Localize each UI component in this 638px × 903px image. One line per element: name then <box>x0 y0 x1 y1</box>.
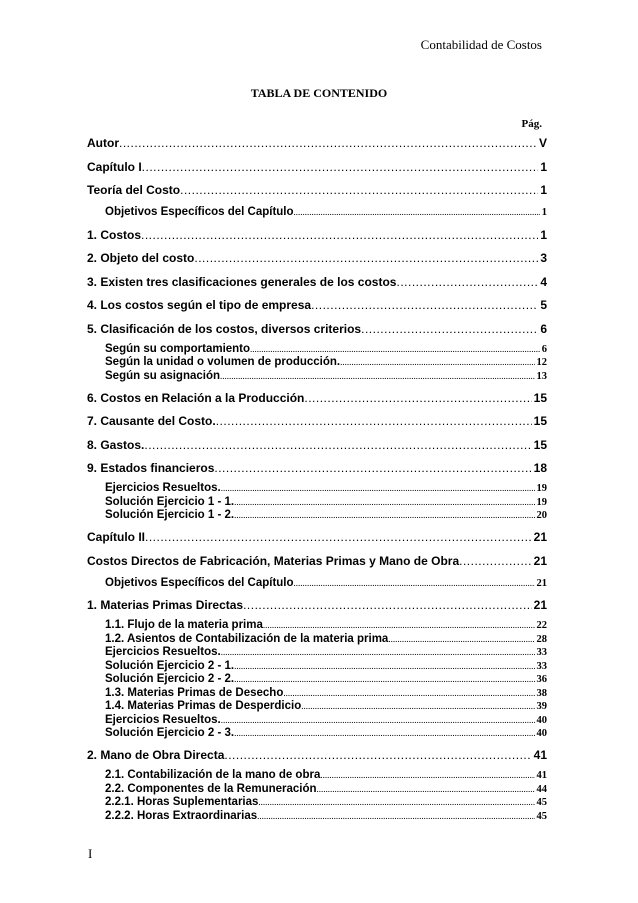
dot-leader <box>258 796 534 810</box>
toc-entry[interactable] <box>87 482 547 496</box>
dot-leader <box>396 274 538 291</box>
toc-entry[interactable] <box>87 727 547 741</box>
toc-entry-page: 33 <box>536 647 547 658</box>
dot-leader <box>294 576 535 591</box>
toc-entry[interactable] <box>87 509 547 523</box>
dot-leader <box>459 553 532 570</box>
toc-entry[interactable] <box>87 205 547 220</box>
toc-entry-page: 1 <box>540 159 547 174</box>
toc-entry[interactable] <box>87 673 547 687</box>
toc-entry-page: 6 <box>540 321 547 336</box>
dot-leader <box>257 810 534 824</box>
toc-entry-title: Costos Directos de Fabricación, Materias Primas y Mano de Obra <box>87 553 460 568</box>
toc-entry-title: Objetivos Específicos del Capítulo <box>105 206 294 218</box>
dot-leader <box>145 529 532 546</box>
toc-entry-page: 36 <box>536 674 547 685</box>
toc-entry-page: 19 <box>536 483 547 494</box>
toc-entry-page: 39 <box>536 701 547 712</box>
toc-entry[interactable] <box>87 646 547 660</box>
toc-entry-page: 41 <box>533 748 547 762</box>
toc-entry-title: 4. Los costos según el tipo de empresa <box>87 298 312 312</box>
toc-entry-page: 33 <box>536 660 547 672</box>
toc-entry-title: 2.1. Contabilización de la mano de obra <box>105 769 321 781</box>
toc-entry-title: Según su asignación <box>105 369 221 382</box>
dot-leader <box>311 297 538 314</box>
dot-leader <box>214 460 531 477</box>
dot-leader <box>194 250 538 267</box>
toc-entry[interactable] <box>87 529 547 546</box>
toc-entry-page: 40 <box>536 728 547 739</box>
dot-leader <box>388 633 534 647</box>
dot-leader <box>224 747 531 764</box>
toc-entry-page: 44 <box>536 783 547 795</box>
toc-entry-title: Solución Ejercicio 2 - 2. <box>105 673 235 685</box>
dot-leader <box>144 437 531 454</box>
toc-entry-page: 3 <box>540 251 547 265</box>
toc-entry-page: 20 <box>536 510 547 521</box>
toc-entry-title: Objetivos Específicos del Capítulo <box>105 576 294 589</box>
dot-leader <box>320 769 534 783</box>
dot-leader <box>263 619 535 633</box>
toc-entry-page: 21 <box>536 577 547 589</box>
toc-entry-page: 1 <box>540 183 547 197</box>
toc-entry-page: 15 <box>533 390 547 405</box>
toc-entry-page: 19 <box>536 496 547 508</box>
toc-entry-page: 18 <box>533 461 547 475</box>
toc-entry[interactable] <box>87 810 547 824</box>
toc-entry-title: Ejercicios Resueltos. <box>105 646 221 658</box>
toc-entry-title: 7. Causante del Costo. <box>87 414 216 428</box>
dot-leader <box>180 182 538 199</box>
toc-entry-title: Solución Ejercicio 1 - 1. <box>105 495 235 508</box>
toc-entry-page: 45 <box>536 810 547 822</box>
toc-entry[interactable] <box>87 159 547 176</box>
toc-entry[interactable] <box>87 700 547 714</box>
toc-entry-page: 28 <box>536 633 547 645</box>
dot-leader <box>221 646 535 660</box>
toc-entry-page: 12 <box>536 357 547 368</box>
dot-leader <box>234 509 534 523</box>
toc-entry[interactable] <box>87 769 547 783</box>
toc-entry-page: 15 <box>533 437 547 452</box>
toc-entry-title: 2.2.1. Horas Suplementarias <box>105 796 259 808</box>
dot-leader <box>340 356 534 370</box>
toc-entry[interactable] <box>87 496 547 510</box>
toc-entry[interactable] <box>87 576 547 591</box>
toc-entry[interactable] <box>87 227 547 244</box>
toc-entry-title: Solución Ejercicio 2 - 3. <box>105 727 235 739</box>
dot-leader <box>317 783 535 797</box>
dot-leader <box>221 482 535 496</box>
dot-leader <box>243 597 532 614</box>
toc-entry[interactable] <box>87 796 547 810</box>
toc-entry-title: 1. Materias Primas Directas <box>87 598 244 612</box>
toc-entry-page: 1 <box>540 227 547 242</box>
toc-entry-page: 15 <box>533 414 547 428</box>
toc-entry-title: 1. Costos <box>87 227 142 242</box>
toc-entry-page: 6 <box>541 343 547 355</box>
running-header: Contabilidad de Costos <box>420 37 542 52</box>
toc-entry-title: 1.2. Asientos de Contabilización de la materia prima <box>105 632 389 645</box>
dot-leader <box>216 413 532 430</box>
toc-entry[interactable] <box>87 437 547 454</box>
toc-entry[interactable] <box>87 274 547 291</box>
toc-entry-title: 1.3. Materias Primas de Desecho <box>105 686 284 699</box>
dot-leader <box>304 390 531 407</box>
toc-entry-title: Según su comportamiento <box>105 342 251 355</box>
toc-entry-title: 3. Existen tres clasificaciones generales de los costos <box>87 274 397 289</box>
toc-entry[interactable] <box>87 597 547 614</box>
dot-leader <box>294 205 540 220</box>
toc-entry-title: Ejercicios Resueltos. <box>105 482 221 494</box>
toc-entry[interactable] <box>87 687 547 701</box>
toc-entry-title: 5. Clasificación de los costos, diversos criterios <box>87 321 362 336</box>
toc-entry[interactable] <box>87 182 547 199</box>
dot-leader <box>141 227 538 244</box>
dot-leader <box>142 159 539 176</box>
toc-entry-title: 1.1. Flujo de la materia prima <box>105 619 263 631</box>
toc-entry[interactable] <box>87 297 547 314</box>
dot-leader <box>250 343 540 357</box>
dot-leader <box>220 370 534 384</box>
toc-entry-title: 8. Gastos. <box>87 437 145 452</box>
toc-entry[interactable] <box>87 660 547 674</box>
toc-entry[interactable] <box>87 619 547 633</box>
toc-entry[interactable] <box>87 321 547 338</box>
toc-entry-title: 2.2.2. Horas Extraordinarias <box>105 809 258 822</box>
toc-entry[interactable] <box>87 250 547 267</box>
toc-entry[interactable] <box>87 783 547 797</box>
toc-entry-page: 4 <box>540 274 547 289</box>
toc-title: TABLA DE CONTENIDO <box>250 86 388 100</box>
page-number: I <box>88 846 93 861</box>
toc-entry-title: 2. Objeto del costo <box>87 251 195 265</box>
toc-entry-page: 40 <box>536 714 547 726</box>
dot-leader <box>119 135 537 152</box>
dot-leader <box>234 496 534 510</box>
toc-entry-title: 2. Mano de Obra Directa <box>87 748 225 762</box>
dot-leader <box>221 714 535 728</box>
toc-entry-page: 1 <box>541 207 547 218</box>
toc-entry-title: Ejercicios Resueltos. <box>105 713 221 726</box>
toc-entry-title: Solución Ejercicio 2 - 1. <box>105 659 235 672</box>
toc-entry-title: Según la unidad o volumen de producción. <box>105 356 341 368</box>
toc-entry[interactable] <box>87 633 547 647</box>
dot-leader <box>234 727 534 741</box>
toc-entry-page: 41 <box>536 770 547 781</box>
toc-entry-title: Capítulo I <box>87 159 142 174</box>
dot-leader <box>301 700 534 714</box>
toc-entry-page: 13 <box>536 370 547 382</box>
toc-entry[interactable] <box>87 714 547 728</box>
toc-entry[interactable] <box>87 343 547 357</box>
toc-entry[interactable] <box>87 553 547 570</box>
table-of-contents <box>87 135 547 823</box>
toc-entry[interactable] <box>87 390 547 407</box>
dot-leader <box>283 687 534 701</box>
toc-entry-page: 22 <box>536 620 547 631</box>
toc-entry[interactable] <box>87 460 547 477</box>
toc-entry-title: 6. Costos en Relación a la Producción <box>87 390 305 405</box>
page-column-label: Pág. <box>521 118 542 130</box>
toc-entry[interactable] <box>87 356 547 370</box>
toc-entry-page: V <box>538 136 547 150</box>
toc-entry-title: Capítulo II <box>87 530 145 544</box>
toc-entry-page: 21 <box>533 530 547 544</box>
toc-entry-page: 45 <box>536 797 547 808</box>
dot-leader <box>234 660 534 674</box>
toc-entry-title: 1.4. Materias Primas de Desperdicio <box>105 700 302 712</box>
toc-entry[interactable] <box>87 370 547 384</box>
toc-entry-title: 2.2. Componentes de la Remuneración <box>105 782 317 795</box>
toc-entry-page: 21 <box>533 598 547 612</box>
dot-leader <box>361 321 538 338</box>
toc-entry-title: Teoría del Costo <box>87 183 181 197</box>
toc-entry[interactable] <box>87 413 547 430</box>
dot-leader <box>234 673 534 687</box>
toc-entry-title: Solución Ejercicio 1 - 2. <box>105 509 235 521</box>
toc-entry-page: 38 <box>536 687 547 699</box>
toc-entry-page: 5 <box>540 298 547 312</box>
toc-entry-page: 21 <box>533 553 547 568</box>
toc-entry-title: Autor <box>87 136 119 150</box>
toc-entry[interactable] <box>87 747 547 764</box>
toc-entry-title: 9. Estados financieros <box>87 461 215 475</box>
toc-entry[interactable] <box>87 135 547 152</box>
